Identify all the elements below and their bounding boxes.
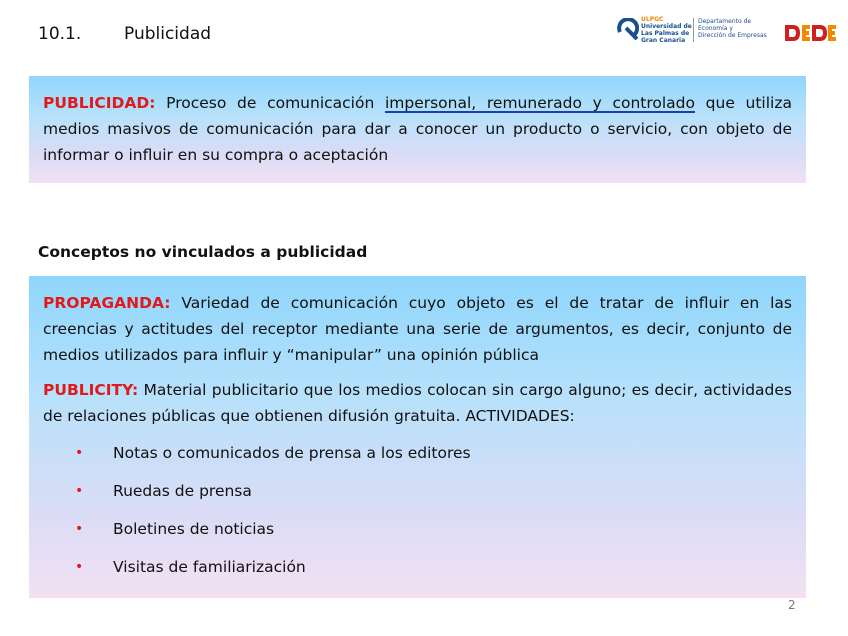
publicity-text: Material publicitario que los medios colocan sin cargo alguno; es decir, actividades de relaciones públicas que obtienen difusión gratuita. ACTIVIDADES: [43, 381, 792, 425]
list-item-text: Visitas de familiarización [113, 558, 306, 576]
propaganda-paragraph [43, 290, 792, 368]
section-number: 10.1. [38, 24, 82, 44]
list-item-text: Notas o comunicados de prensa a los editores [113, 444, 471, 462]
publicity-term: PUBLICITY: [43, 381, 139, 399]
concepts-box [29, 276, 806, 598]
logo-divider [693, 18, 694, 42]
bullet-icon: • [75, 483, 84, 499]
propaganda-term: PROPAGANDA: [43, 294, 171, 312]
ulpgc-wordmark: ULPGC Universidad de Las Palmas de Gran Canaria [641, 16, 692, 44]
department-wordmark: Departamento de Economía y Dirección de Empresas [698, 18, 767, 39]
definition-text-before: Proceso de comunicación [155, 94, 385, 112]
list-item-text: Ruedas de prensa [113, 482, 252, 500]
page-number: 2 [788, 598, 796, 612]
definition-underlined-text: impersonal, remunerado y controlado [384, 94, 695, 112]
definition-text-after: que utiliza medios masivos de comunicación para dar a conocer un producto o servicio, con objeto de informar o influir en su compra o aceptación [43, 94, 792, 164]
concepts-heading: Conceptos no vinculados a publicidad [38, 243, 368, 261]
bullet-icon: • [75, 521, 84, 537]
ulpgc-logo-icon [617, 18, 639, 40]
publicity-paragraph [43, 377, 792, 429]
page-title: Publicidad [124, 24, 212, 44]
definition-box [29, 76, 806, 183]
bullet-icon: • [75, 559, 84, 575]
definition-paragraph [43, 90, 792, 168]
dede-logo-icon [783, 22, 837, 44]
propaganda-text: Variedad de comunicación cuyo objeto es el de tratar de influir en las creencias y actitudes del receptor mediante una serie de argumentos, es decir, conjunto de medios utilizados para influir y “manipular” una opinión pública [43, 294, 792, 364]
header-logos [617, 16, 839, 50]
bullet-icon: • [75, 445, 84, 461]
list-item-text: Boletines de noticias [113, 520, 275, 538]
definition-term: PUBLICIDAD: [43, 94, 156, 112]
